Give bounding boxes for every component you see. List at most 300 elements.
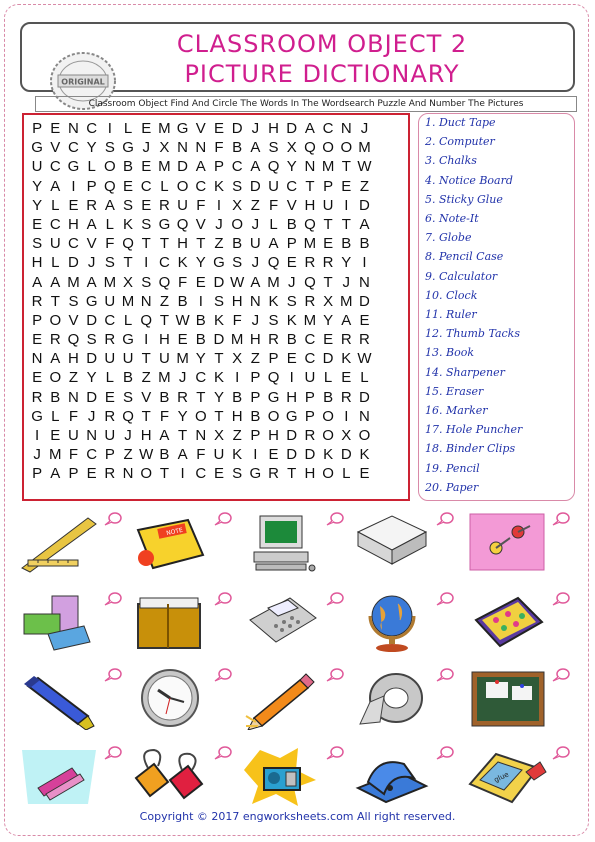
grid-letter[interactable]: X — [123, 273, 134, 291]
grid-letter[interactable]: H — [286, 388, 298, 406]
grid-letter[interactable]: R — [158, 196, 170, 214]
grid-letter[interactable]: D — [359, 292, 370, 310]
grid-letter[interactable]: S — [268, 311, 279, 329]
grid-letter[interactable]: C — [322, 120, 334, 137]
grid-letter[interactable]: C — [304, 331, 316, 349]
number-bubble[interactable] — [104, 746, 122, 760]
grid-letter[interactable]: Q — [104, 177, 116, 195]
grid-letter[interactable]: W — [357, 158, 372, 176]
grid-letter[interactable]: T — [159, 311, 169, 329]
grid-letter[interactable]: R — [304, 292, 316, 310]
grid-letter[interactable]: N — [31, 350, 43, 368]
grid-letter[interactable]: T — [123, 254, 133, 272]
grid-letter[interactable]: B — [159, 446, 170, 464]
grid-letter[interactable]: O — [340, 139, 353, 157]
grid-letter[interactable]: A — [304, 120, 315, 137]
grid-letter[interactable]: A — [86, 215, 97, 233]
grid-letter[interactable]: N — [359, 273, 370, 291]
grid-letter[interactable]: D — [304, 446, 316, 464]
grid-letter[interactable]: P — [250, 427, 261, 444]
grid-letter[interactable]: S — [141, 273, 152, 291]
grid-letter[interactable]: B — [286, 331, 297, 349]
grid-letter[interactable]: L — [51, 254, 60, 272]
grid-letter[interactable]: T — [141, 407, 151, 425]
grid-letter[interactable]: A — [86, 273, 97, 291]
grid-letter[interactable]: H — [231, 292, 243, 310]
grid-letter[interactable]: K — [213, 311, 224, 329]
grid-letter[interactable]: Y — [213, 388, 224, 406]
grid-letter[interactable]: I — [289, 369, 294, 387]
grid-letter[interactable]: Z — [359, 177, 370, 195]
grid-letter[interactable]: J — [342, 273, 351, 291]
grid-letter[interactable]: Q — [122, 235, 134, 253]
grid-letter[interactable]: B — [50, 388, 61, 406]
grid-letter[interactable]: N — [86, 427, 98, 444]
grid-letter[interactable]: D — [286, 446, 298, 464]
grid-letter[interactable]: K — [123, 215, 134, 233]
grid-letter[interactable]: G — [249, 465, 262, 483]
grid-letter[interactable]: K — [268, 292, 279, 310]
grid-letter[interactable]: S — [86, 331, 97, 349]
grid-letter[interactable]: B — [286, 215, 297, 233]
grid-letter[interactable]: T — [159, 465, 169, 483]
grid-letter[interactable]: O — [49, 311, 62, 329]
grid-letter[interactable]: K — [286, 311, 297, 329]
grid-letter[interactable]: P — [32, 465, 43, 483]
grid-letter[interactable]: Y — [86, 369, 97, 387]
grid-letter[interactable]: F — [232, 311, 242, 329]
grid-letter[interactable]: J — [251, 254, 260, 272]
grid-letter[interactable]: K — [213, 369, 224, 387]
grid-letter[interactable]: P — [68, 465, 79, 483]
grid-letter[interactable]: J — [142, 139, 150, 157]
grid-letter[interactable]: T — [323, 215, 333, 233]
grid-letter[interactable]: U — [122, 350, 134, 368]
grid-letter[interactable]: U — [268, 177, 279, 195]
grid-letter[interactable]: E — [177, 331, 188, 349]
grid-letter[interactable]: C — [68, 139, 79, 157]
grid-letter[interactable]: Y — [177, 407, 188, 425]
grid-letter[interactable]: J — [251, 311, 260, 329]
grid-letter[interactable]: R — [49, 331, 61, 349]
grid-letter[interactable]: G — [267, 388, 280, 406]
grid-letter[interactable]: R — [340, 388, 352, 406]
grid-letter[interactable]: M — [358, 139, 371, 157]
grid-letter[interactable]: D — [86, 350, 98, 368]
grid-letter[interactable]: J — [87, 407, 96, 425]
grid-letter[interactable]: M — [267, 273, 280, 291]
grid-letter[interactable]: R — [104, 465, 116, 483]
grid-letter[interactable]: Y — [341, 254, 352, 272]
grid-letter[interactable]: H — [231, 407, 243, 425]
grid-letter[interactable]: Y — [195, 254, 206, 272]
grid-letter[interactable]: I — [144, 254, 149, 272]
grid-letter[interactable]: A — [250, 273, 261, 291]
grid-letter[interactable]: F — [268, 196, 279, 214]
grid-letter[interactable]: X — [232, 196, 243, 214]
grid-letter[interactable]: S — [213, 292, 224, 310]
grid-letter[interactable]: C — [158, 254, 170, 272]
grid-letter[interactable]: U — [104, 350, 116, 368]
grid-letter[interactable]: H — [68, 215, 79, 233]
number-bubble[interactable] — [214, 746, 232, 760]
grid-letter[interactable]: R — [268, 465, 279, 483]
grid-letter[interactable]: T — [341, 215, 351, 233]
grid-letter[interactable]: C — [304, 350, 316, 368]
grid-letter[interactable]: E — [123, 177, 134, 195]
grid-letter[interactable]: R — [104, 331, 116, 349]
grid-letter[interactable]: Y — [32, 196, 43, 214]
grid-letter[interactable]: O — [322, 427, 334, 444]
grid-letter[interactable]: N — [195, 427, 207, 444]
grid-letter[interactable]: M — [303, 311, 317, 329]
grid-letter[interactable]: H — [304, 196, 316, 214]
number-bubble[interactable] — [326, 592, 344, 606]
grid-letter[interactable]: C — [49, 158, 61, 176]
grid-letter[interactable]: Q — [140, 311, 153, 329]
grid-letter[interactable]: Q — [304, 139, 316, 157]
grid-letter[interactable]: P — [32, 311, 43, 329]
grid-letter[interactable]: Z — [214, 235, 224, 253]
grid-letter[interactable]: R — [268, 331, 279, 349]
grid-letter[interactable]: Z — [159, 292, 169, 310]
grid-letter[interactable]: H — [140, 427, 152, 444]
grid-letter[interactable]: O — [49, 369, 62, 387]
grid-letter[interactable]: R — [104, 407, 116, 425]
grid-letter[interactable]: T — [323, 273, 333, 291]
grid-letter[interactable]: P — [268, 350, 279, 368]
grid-letter[interactable]: I — [344, 196, 349, 214]
grid-letter[interactable]: B — [195, 331, 206, 349]
grid-letter[interactable]: M — [67, 273, 80, 291]
grid-letter[interactable]: O — [140, 465, 153, 483]
grid-letter[interactable]: G — [285, 407, 298, 425]
grid-letter[interactable]: J — [251, 215, 260, 233]
grid-letter[interactable]: F — [68, 407, 79, 425]
number-bubble[interactable] — [214, 592, 232, 606]
grid-letter[interactable]: U — [104, 427, 116, 444]
grid-letter[interactable]: U — [104, 292, 116, 310]
grid-letter[interactable]: X — [323, 292, 334, 310]
grid-letter[interactable]: A — [359, 215, 370, 233]
grid-letter[interactable]: B — [177, 292, 188, 310]
grid-letter[interactable]: M — [158, 158, 171, 176]
grid-letter[interactable]: I — [216, 196, 222, 214]
grid-letter[interactable]: Q — [122, 407, 134, 425]
grid-letter[interactable]: E — [323, 235, 334, 253]
grid-letter[interactable]: E — [359, 465, 370, 483]
grid-letter[interactable]: T — [141, 235, 151, 253]
grid-letter[interactable]: R — [304, 254, 316, 272]
grid-letter[interactable]: Y — [323, 311, 334, 329]
grid-letter[interactable]: C — [286, 177, 298, 195]
grid-letter[interactable]: L — [51, 407, 60, 425]
grid-letter[interactable]: G — [31, 407, 43, 425]
grid-letter[interactable]: A — [50, 465, 61, 483]
grid-letter[interactable]: A — [50, 273, 61, 291]
grid-letter[interactable]: M — [230, 331, 244, 349]
grid-letter[interactable]: I — [144, 331, 149, 349]
grid-letter[interactable]: U — [177, 196, 189, 214]
grid-letter[interactable]: G — [31, 139, 43, 157]
grid-letter[interactable]: N — [195, 139, 207, 157]
grid-letter[interactable]: I — [35, 427, 40, 444]
grid-letter[interactable]: S — [123, 196, 134, 214]
grid-letter[interactable]: E — [341, 177, 352, 195]
grid-letter[interactable]: O — [267, 407, 280, 425]
number-bubble[interactable] — [436, 592, 454, 606]
grid-letter[interactable]: P — [286, 235, 297, 253]
grid-letter[interactable]: X — [213, 427, 224, 444]
grid-letter[interactable]: U — [68, 427, 79, 444]
grid-letter[interactable]: P — [304, 407, 315, 425]
grid-letter[interactable]: N — [140, 292, 152, 310]
grid-letter[interactable]: K — [232, 446, 243, 464]
grid-letter[interactable]: D — [359, 388, 370, 406]
grid-letter[interactable]: N — [359, 407, 370, 425]
grid-letter[interactable]: I — [71, 177, 76, 195]
grid-letter[interactable]: C — [86, 446, 98, 464]
grid-letter[interactable]: K — [341, 350, 352, 368]
grid-letter[interactable]: M — [121, 292, 135, 310]
grid-letter[interactable]: K — [323, 446, 334, 464]
grid-letter[interactable]: J — [87, 254, 96, 272]
grid-letter[interactable]: J — [287, 273, 296, 291]
grid-letter[interactable]: S — [141, 215, 152, 233]
number-bubble[interactable] — [436, 746, 454, 760]
grid-letter[interactable]: D — [86, 311, 98, 329]
grid-letter[interactable]: S — [123, 388, 134, 406]
grid-letter[interactable]: J — [251, 120, 260, 137]
grid-letter[interactable]: A — [50, 350, 61, 368]
grid-letter[interactable]: E — [323, 331, 334, 349]
grid-letter[interactable]: S — [286, 292, 297, 310]
grid-letter[interactable]: M — [340, 292, 353, 310]
number-bubble[interactable] — [326, 668, 344, 682]
grid-letter[interactable]: F — [196, 446, 206, 464]
grid-letter[interactable]: H — [268, 427, 279, 444]
grid-letter[interactable]: D — [86, 388, 98, 406]
grid-letter[interactable]: Y — [86, 139, 97, 157]
grid-letter[interactable]: J — [124, 427, 132, 444]
grid-letter[interactable]: V — [86, 235, 97, 253]
grid-letter[interactable]: E — [213, 465, 224, 483]
grid-letter[interactable]: W — [175, 311, 190, 329]
grid-letter[interactable]: U — [158, 350, 170, 368]
grid-letter[interactable]: R — [359, 331, 370, 349]
grid-letter[interactable]: C — [104, 311, 116, 329]
grid-letter[interactable]: I — [235, 369, 240, 387]
grid-letter[interactable]: O — [358, 427, 371, 444]
grid-letter[interactable]: T — [341, 158, 351, 176]
grid-letter[interactable]: Q — [267, 254, 280, 272]
grid-letter[interactable]: C — [49, 215, 61, 233]
grid-letter[interactable]: B — [359, 235, 370, 253]
grid-letter[interactable]: E — [141, 196, 152, 214]
grid-letter[interactable]: J — [33, 446, 41, 464]
grid-letter[interactable]: C — [68, 235, 79, 253]
grid-letter[interactable]: B — [123, 158, 134, 176]
grid-letter[interactable]: V — [68, 311, 79, 329]
grid-letter[interactable]: E — [213, 120, 224, 137]
grid-letter[interactable]: U — [249, 235, 261, 253]
grid-letter[interactable]: S — [232, 254, 243, 272]
grid-letter[interactable]: I — [253, 446, 258, 464]
grid-letter[interactable]: J — [215, 215, 223, 233]
grid-letter[interactable]: T — [214, 407, 224, 425]
grid-letter[interactable]: G — [67, 158, 80, 176]
grid-letter[interactable]: U — [304, 369, 316, 387]
grid-letter[interactable]: X — [159, 139, 170, 157]
grid-letter[interactable]: D — [286, 427, 298, 444]
grid-letter[interactable]: A — [177, 446, 188, 464]
grid-letter[interactable]: P — [213, 158, 224, 176]
grid-letter[interactable]: V — [141, 388, 152, 406]
grid-letter[interactable]: B — [250, 407, 261, 425]
grid-letter[interactable]: F — [214, 139, 224, 157]
grid-letter[interactable]: U — [49, 235, 61, 253]
grid-letter[interactable]: E — [286, 254, 297, 272]
grid-letter[interactable]: F — [178, 273, 188, 291]
grid-letter[interactable]: C — [195, 369, 207, 387]
number-bubble[interactable] — [552, 592, 570, 606]
grid-letter[interactable]: F — [105, 235, 115, 253]
grid-letter[interactable]: B — [323, 388, 334, 406]
grid-letter[interactable]: Z — [141, 369, 151, 387]
grid-letter[interactable]: P — [104, 446, 115, 464]
grid-letter[interactable]: S — [232, 177, 243, 195]
number-bubble[interactable] — [214, 668, 232, 682]
grid-letter[interactable]: E — [286, 350, 297, 368]
grid-letter[interactable]: S — [32, 235, 43, 253]
grid-letter[interactable]: A — [159, 427, 170, 444]
grid-letter[interactable]: N — [249, 292, 261, 310]
grid-letter[interactable]: C — [140, 177, 152, 195]
grid-letter[interactable]: H — [304, 465, 316, 483]
grid-letter[interactable]: Z — [68, 369, 79, 387]
grid-letter[interactable]: D — [177, 158, 189, 176]
grid-letter[interactable]: J — [360, 120, 369, 137]
grid-letter[interactable]: E — [68, 196, 79, 214]
grid-letter[interactable]: W — [230, 273, 245, 291]
grid-letter[interactable]: D — [322, 350, 334, 368]
grid-letter[interactable]: Z — [123, 446, 133, 464]
grid-letter[interactable]: N — [68, 388, 79, 406]
grid-letter[interactable]: R — [340, 331, 352, 349]
grid-letter[interactable]: V — [195, 215, 206, 233]
grid-letter[interactable]: D — [359, 196, 370, 214]
number-bubble[interactable] — [436, 668, 454, 682]
grid-letter[interactable]: E — [32, 331, 43, 349]
grid-letter[interactable]: V — [50, 139, 61, 157]
grid-letter[interactable]: O — [322, 407, 334, 425]
grid-letter[interactable]: X — [232, 350, 243, 368]
grid-letter[interactable]: A — [195, 158, 206, 176]
grid-letter[interactable]: E — [50, 427, 61, 444]
grid-letter[interactable]: L — [160, 177, 169, 195]
number-bubble[interactable] — [214, 512, 232, 526]
grid-letter[interactable]: D — [213, 331, 225, 349]
grid-letter[interactable]: S — [104, 139, 115, 157]
number-bubble[interactable] — [552, 668, 570, 682]
grid-letter[interactable]: O — [231, 215, 243, 233]
grid-letter[interactable]: L — [269, 215, 278, 233]
grid-letter[interactable]: A — [250, 158, 261, 176]
grid-letter[interactable]: L — [87, 158, 96, 176]
grid-letter[interactable]: L — [105, 369, 115, 387]
grid-letter[interactable]: Q — [267, 369, 280, 387]
grid-letter[interactable]: H — [68, 350, 79, 368]
grid-letter[interactable]: Y — [32, 177, 43, 195]
grid-letter[interactable]: T — [287, 465, 297, 483]
grid-letter[interactable]: E — [104, 388, 115, 406]
grid-letter[interactable]: L — [123, 311, 133, 329]
grid-letter[interactable]: E — [141, 158, 152, 176]
number-bubble[interactable] — [104, 668, 122, 682]
grid-letter[interactable]: X — [286, 139, 297, 157]
grid-letter[interactable]: E — [359, 311, 370, 329]
grid-letter[interactable]: M — [49, 446, 62, 464]
grid-letter[interactable]: L — [105, 215, 115, 233]
number-bubble[interactable] — [326, 512, 344, 526]
grid-letter[interactable]: G — [213, 254, 225, 272]
grid-letter[interactable]: I — [198, 292, 203, 310]
grid-letter[interactable]: G — [158, 215, 171, 233]
grid-letter[interactable]: E — [32, 369, 43, 387]
grid-letter[interactable]: H — [249, 331, 261, 349]
grid-letter[interactable]: T — [178, 427, 188, 444]
grid-letter[interactable]: Y — [286, 158, 297, 176]
grid-letter[interactable]: B — [123, 369, 134, 387]
grid-letter[interactable]: V — [286, 196, 297, 214]
grid-letter[interactable]: J — [178, 369, 187, 387]
grid-letter[interactable]: G — [122, 331, 134, 349]
grid-letter[interactable]: D — [231, 120, 243, 137]
grid-letter[interactable]: O — [194, 407, 207, 425]
grid-letter[interactable]: E — [86, 465, 97, 483]
grid-letter[interactable]: T — [141, 350, 151, 368]
number-bubble[interactable] — [104, 592, 122, 606]
grid-letter[interactable]: L — [342, 465, 351, 483]
grid-letter[interactable]: M — [176, 350, 189, 368]
grid-letter[interactable]: F — [159, 407, 169, 425]
grid-letter[interactable]: H — [31, 254, 43, 272]
grid-letter[interactable]: T — [50, 292, 60, 310]
grid-letter[interactable]: K — [177, 254, 188, 272]
grid-letter[interactable]: E — [195, 273, 206, 291]
number-bubble[interactable] — [104, 512, 122, 526]
grid-letter[interactable]: Y — [195, 350, 206, 368]
grid-letter[interactable]: T — [196, 388, 206, 406]
grid-letter[interactable]: M — [158, 369, 171, 387]
grid-letter[interactable]: B — [232, 139, 243, 157]
grid-letter[interactable]: I — [362, 254, 367, 272]
grid-letter[interactable]: Z — [250, 350, 260, 368]
grid-letter[interactable]: W — [357, 350, 372, 368]
grid-letter[interactable]: N — [340, 120, 352, 137]
grid-letter[interactable]: A — [104, 196, 115, 214]
grid-letter[interactable]: O — [322, 465, 334, 483]
grid-letter[interactable]: F — [68, 446, 79, 464]
grid-letter[interactable]: A — [32, 273, 43, 291]
grid-letter[interactable]: B — [159, 388, 170, 406]
grid-letter[interactable]: N — [177, 139, 189, 157]
grid-letter[interactable]: D — [340, 446, 352, 464]
grid-letter[interactable]: L — [360, 369, 369, 387]
grid-letter[interactable]: Q — [304, 273, 316, 291]
grid-letter[interactable]: R — [31, 292, 43, 310]
grid-letter[interactable]: X — [341, 427, 352, 444]
